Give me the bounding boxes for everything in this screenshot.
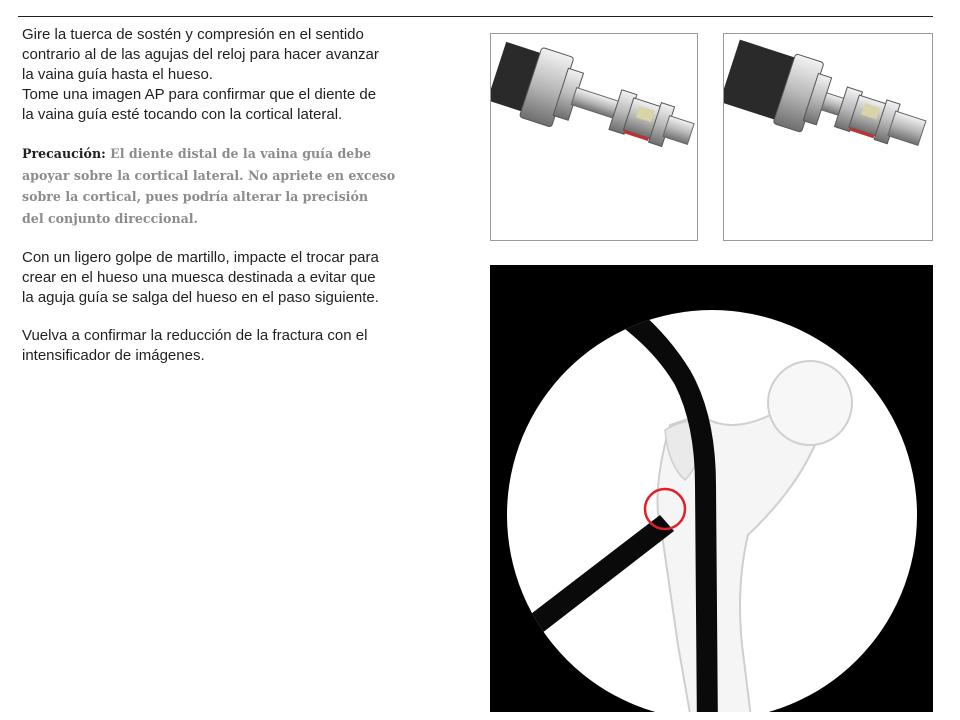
instruction-rotate-nut: Gire la tuerca de sostén y compresión en el sentido contrario al de las agujas del reloj para hacer avanzar la vaina guía hasta el hueso. Tome una imagen AP para confirmar que el diente de la vaina guía esté tocando con la cortical lateral. [22, 26, 379, 123]
instrument-photo-before [490, 33, 698, 241]
caution-note [22, 143, 472, 229]
instrument-photo-after [723, 33, 933, 241]
fluoroscopy-image [490, 265, 933, 712]
instruction-confirm-reduction: Vuelva a confirmar la reducción de la fractura con el intensificador de imágenes. [22, 327, 368, 364]
instrument-illustration-after [724, 34, 932, 240]
instruction-impact-trocar: Con un ligero golpe de martillo, impacte el trocar para crear en el hueso una muesca destinada a evitar que la aguja guía se salga del hueso en el paso siguiente. [22, 249, 379, 306]
top-rule [18, 16, 933, 17]
femur-xray-illustration [490, 265, 933, 712]
instructions-column [22, 25, 472, 366]
caution-text: El diente distal de la vaina guía debe apoyar sobre la cortical lateral. No apriete en exceso sobre la cortical, pues podría alterar la precisión del conjunto direccional. [22, 146, 396, 226]
instrument-illustration-before [491, 34, 697, 240]
caution-label: Precaución: [22, 146, 106, 161]
